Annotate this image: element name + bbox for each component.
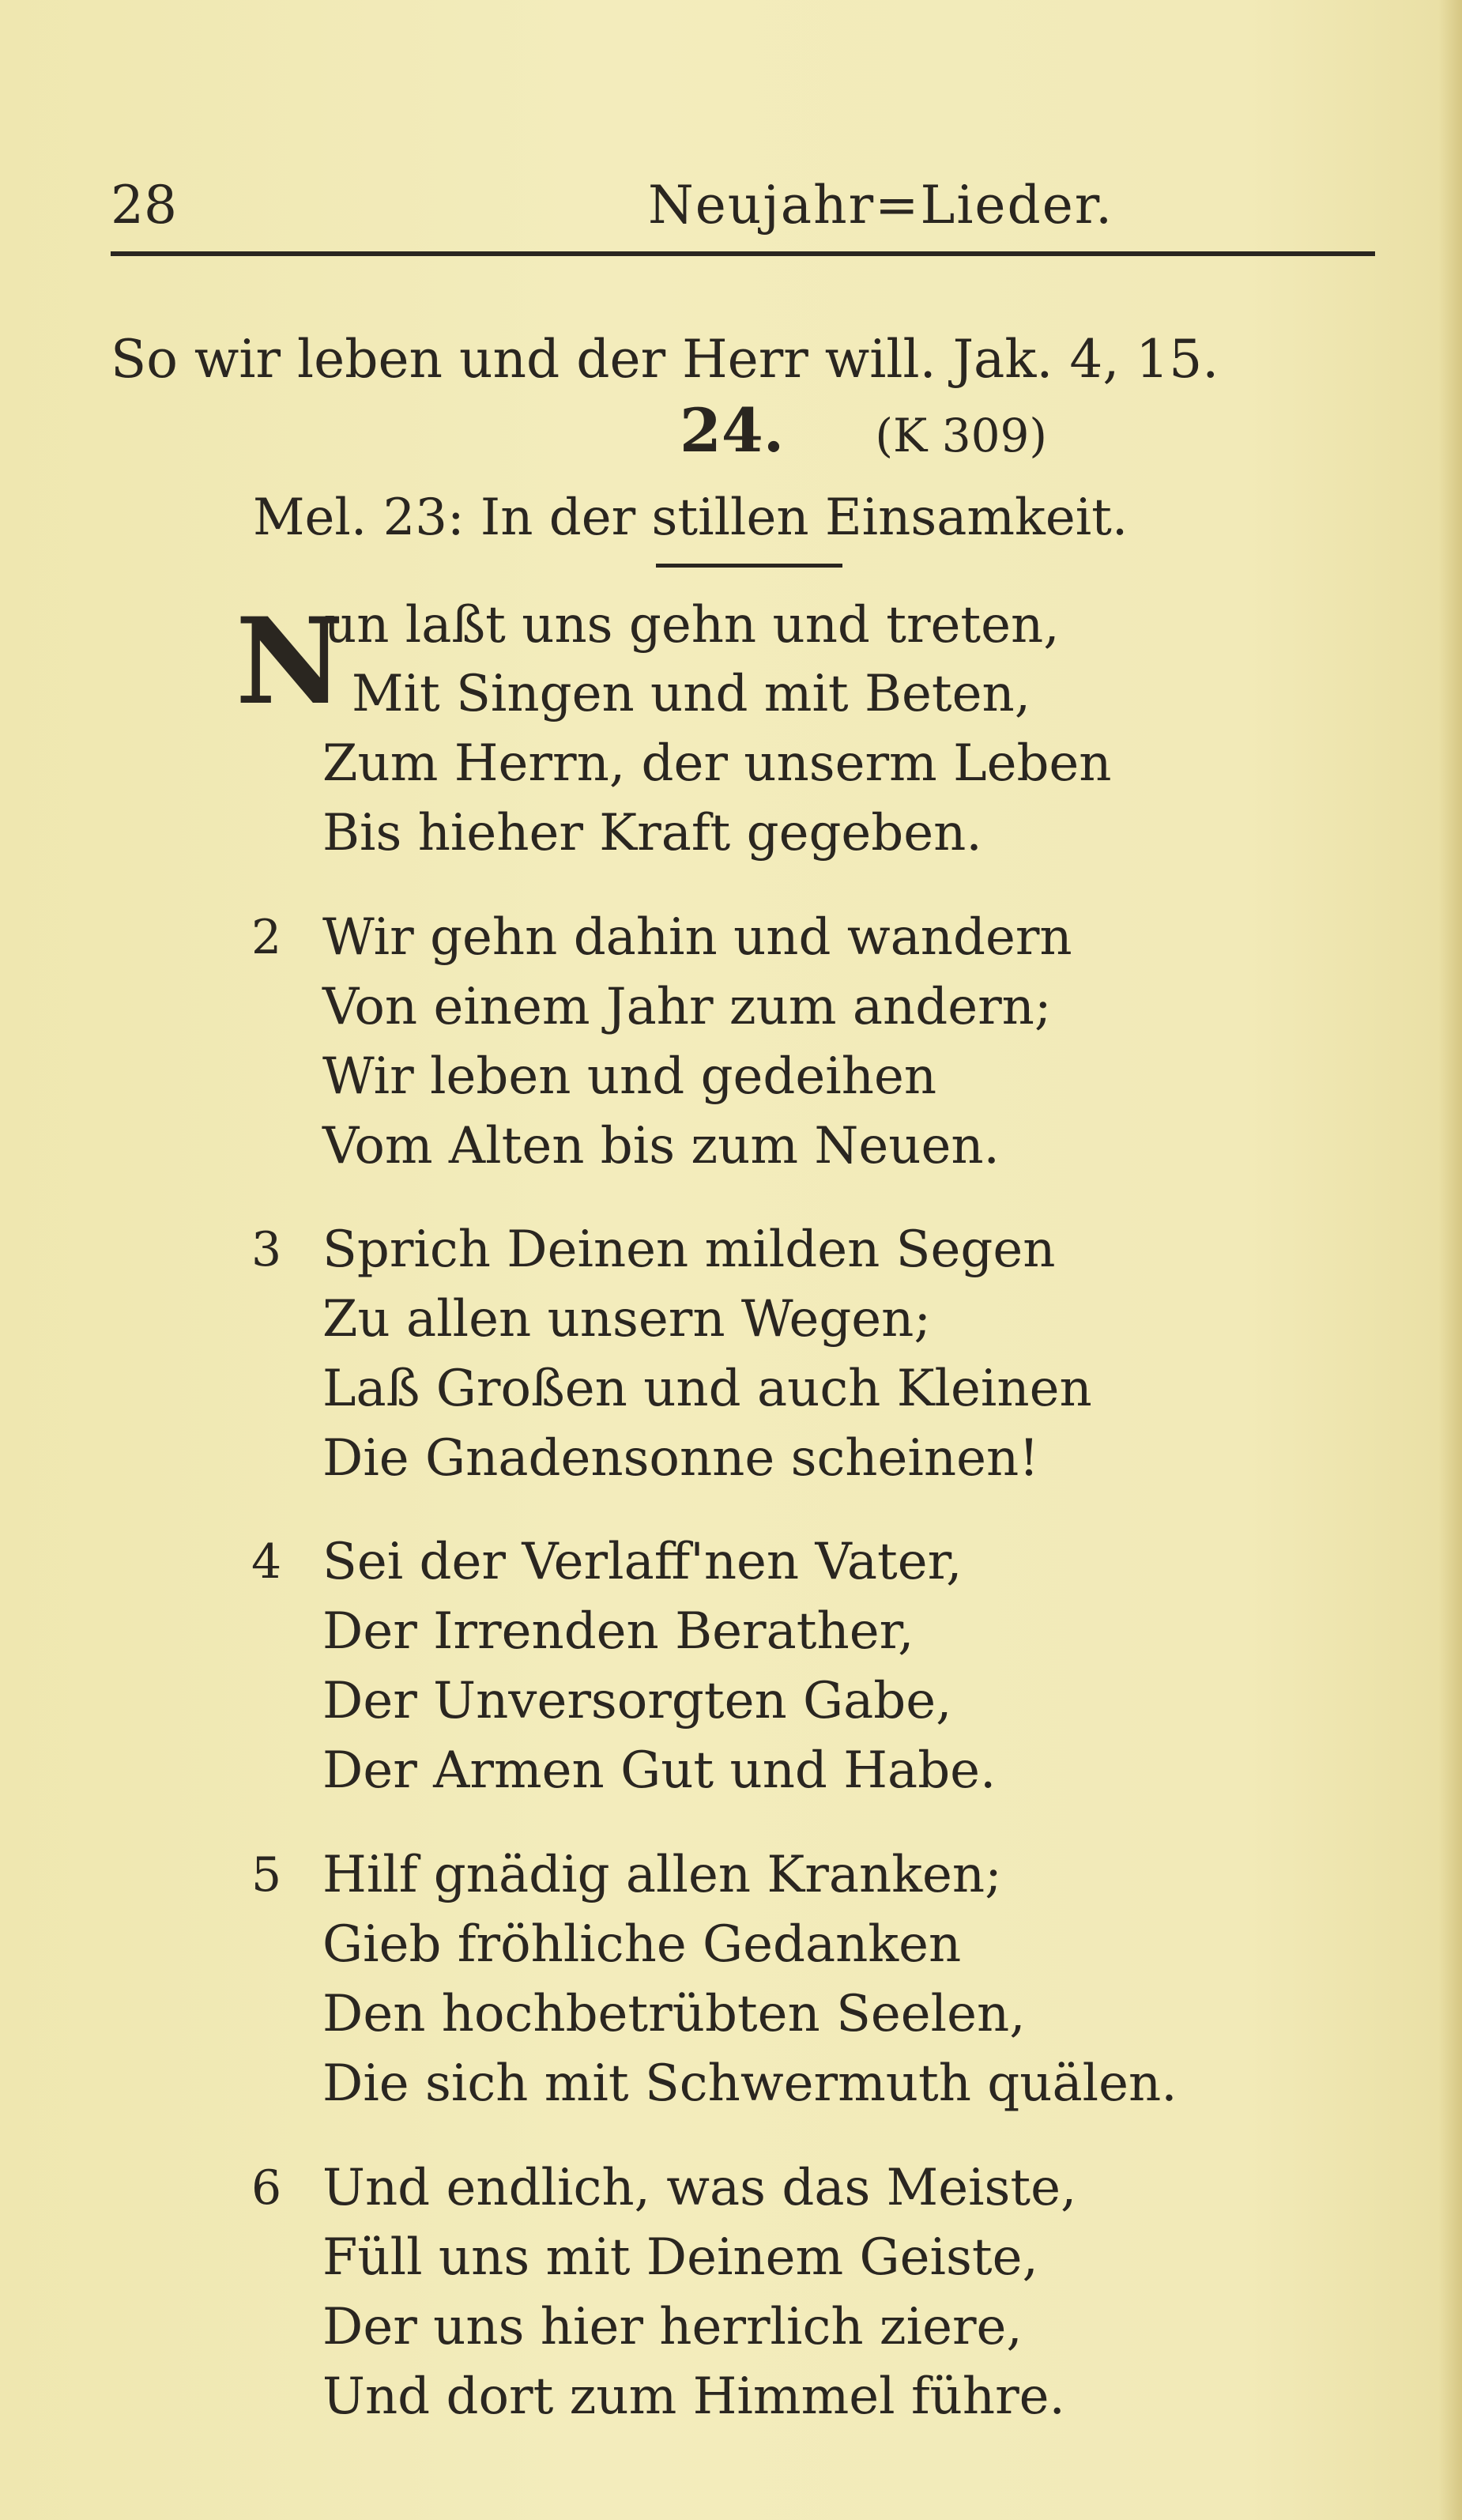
stanza-line: Mit Singen und mit Beten, (352, 665, 1031, 723)
stanza-line: un laßt uns gehn und treten, (324, 596, 1060, 655)
page-edge-shadow (1438, 0, 1462, 2520)
stanza-number: 4 (251, 1534, 282, 1590)
hymn-number: 24. (680, 395, 785, 466)
previous-hymn-last-line: So wir leben und der Herr will. Jak. 4, 15. (111, 329, 1219, 390)
stanza-number: 6 (251, 2160, 282, 2216)
stanza-line: Sei der Verlaff'nen Vater, (322, 1533, 963, 1591)
stanza-line: Laß Großen und auch Kleinen (322, 1360, 1092, 1418)
stanza-line: Sprich Deinen milden Segen (322, 1220, 1056, 1279)
running-title: Neujahr=Lieder. (648, 175, 1114, 236)
stanza-line: Zu allen unsern Wegen; (322, 1290, 931, 1349)
stanza-line: Wir leben und gedeihen (322, 1047, 937, 1106)
hymn-reference: (K 309) (875, 409, 1048, 462)
stanza-line: Und endlich, was das Meiste, (322, 2159, 1077, 2217)
stanza-line: Die Gnadensonne scheinen! (322, 1429, 1039, 1488)
section-rule (656, 564, 842, 568)
stanza-number: 2 (251, 910, 282, 965)
stanza-line: Der Irrenden Berather, (322, 1602, 914, 1661)
stanza-line: Die sich mit Schwermuth quälen. (322, 2054, 1178, 2113)
stanza-line: Bis hieher Kraft gegeben. (322, 804, 982, 862)
stanza-line: Vom Alten bis zum Neuen. (322, 1117, 1000, 1175)
stanza-line: Der Armen Gut und Habe. (322, 1741, 997, 1800)
page-number: 28 (111, 175, 177, 236)
header-rule (111, 251, 1375, 256)
stanza-number: 5 (251, 1847, 282, 1903)
stanza-line: Der Unversorgten Gabe, (322, 1672, 952, 1730)
stanza-line: Und dort zum Himmel führe. (322, 2367, 1065, 2426)
stanza-number: 3 (251, 1222, 282, 1277)
stanza-line: Der uns hier herrlich ziere, (322, 2298, 1023, 2356)
stanza-line: Zum Herrn, der unserm Leben (322, 734, 1112, 793)
stanza-line: Den hochbetrübten Seelen, (322, 1985, 1026, 2043)
stanza-line: Gieb fröhliche Gedanken (322, 1915, 962, 1974)
drop-cap: N (236, 592, 345, 731)
page-header (111, 170, 1375, 241)
stanza-line: Hilf gnädig allen Kranken; (322, 1846, 1002, 1904)
stanza-line: Von einem Jahr zum andern; (322, 978, 1052, 1036)
stanza-line: Wir gehn dahin und wandern (322, 908, 1072, 967)
stanza-line: Füll uns mit Deinem Geiste, (322, 2228, 1038, 2287)
hymn-heading (680, 387, 1047, 474)
melody-line: Mel. 23: In der stillen Einsamkeit. (253, 489, 1129, 547)
